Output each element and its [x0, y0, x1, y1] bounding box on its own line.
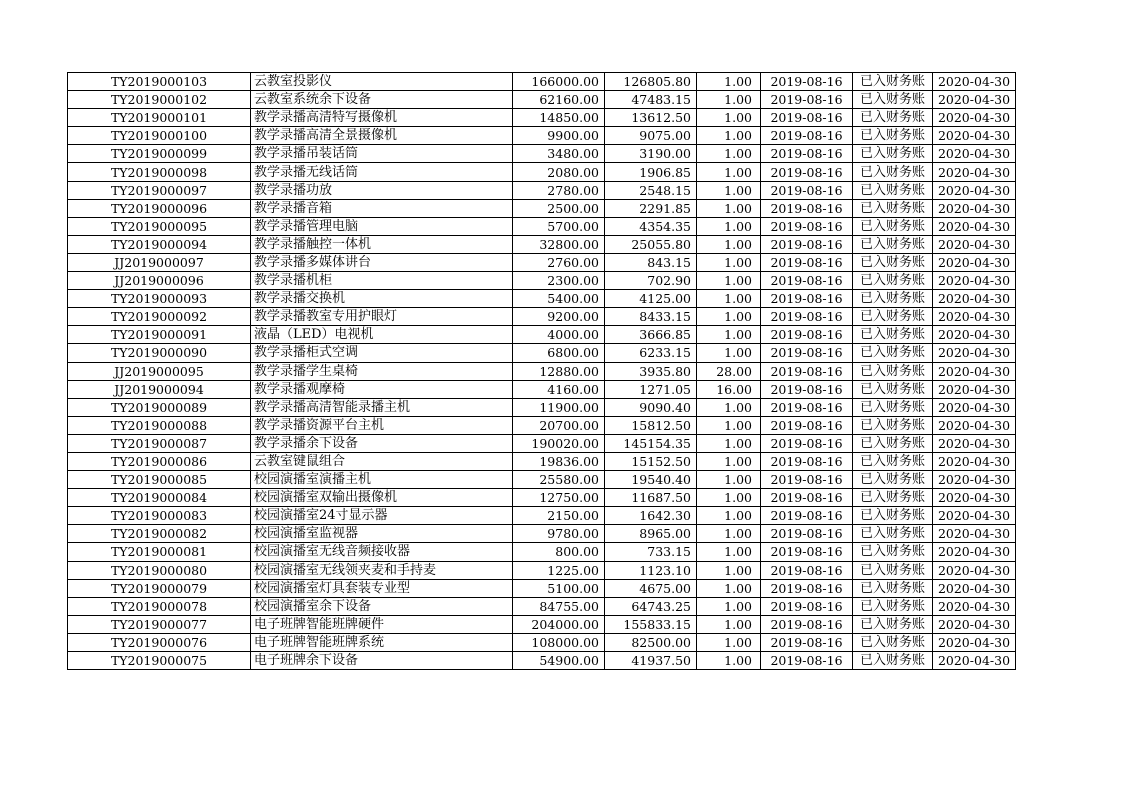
- asset-name-cell: 云教室键鼠组合: [251, 452, 513, 470]
- record-date-cell: 2020-04-30: [933, 344, 1016, 362]
- quantity-cell: 1.00: [697, 308, 761, 326]
- asset-name-cell: 教学录播管理电脑: [251, 217, 513, 235]
- table-row: [68, 452, 1016, 470]
- net-value-cell: 733.15: [605, 543, 697, 561]
- status-cell: 已入财务账: [853, 272, 933, 290]
- asset-name-cell: 校园演播室无线音频接收器: [251, 543, 513, 561]
- record-date-cell: 2020-04-30: [933, 181, 1016, 199]
- status-cell: 已入财务账: [853, 344, 933, 362]
- asset-code-cell: JJ2019000096: [68, 272, 251, 290]
- asset-name-cell: 教学录播音箱: [251, 199, 513, 217]
- quantity-cell: 1.00: [697, 416, 761, 434]
- asset-name-cell: 校园演播室灯具套装专业型: [251, 579, 513, 597]
- net-value-cell: 1642.30: [605, 507, 697, 525]
- acquire-date-cell: 2019-08-16: [761, 633, 853, 651]
- record-date-cell: 2020-04-30: [933, 471, 1016, 489]
- original-value-cell: 62160.00: [513, 91, 605, 109]
- asset-code-cell: TY2019000102: [68, 91, 251, 109]
- acquire-date-cell: 2019-08-16: [761, 109, 853, 127]
- quantity-cell: 1.00: [697, 452, 761, 470]
- asset-name-cell: 校园演播室无线领夹麦和手持麦: [251, 561, 513, 579]
- original-value-cell: 800.00: [513, 543, 605, 561]
- net-value-cell: 9090.40: [605, 398, 697, 416]
- net-value-cell: 4125.00: [605, 290, 697, 308]
- table-row: [68, 561, 1016, 579]
- net-value-cell: 6233.15: [605, 344, 697, 362]
- original-value-cell: 3480.00: [513, 145, 605, 163]
- table-row: [68, 344, 1016, 362]
- asset-code-cell: TY2019000083: [68, 507, 251, 525]
- table-row: [68, 235, 1016, 253]
- net-value-cell: 155833.15: [605, 615, 697, 633]
- quantity-cell: 1.00: [697, 561, 761, 579]
- record-date-cell: 2020-04-30: [933, 507, 1016, 525]
- asset-code-cell: JJ2019000095: [68, 362, 251, 380]
- asset-code-cell: TY2019000088: [68, 416, 251, 434]
- record-date-cell: 2020-04-30: [933, 109, 1016, 127]
- asset-code-cell: TY2019000091: [68, 326, 251, 344]
- original-value-cell: 5400.00: [513, 290, 605, 308]
- net-value-cell: 41937.50: [605, 652, 697, 670]
- acquire-date-cell: 2019-08-16: [761, 91, 853, 109]
- record-date-cell: 2020-04-30: [933, 290, 1016, 308]
- net-value-cell: 8965.00: [605, 525, 697, 543]
- original-value-cell: 84755.00: [513, 597, 605, 615]
- original-value-cell: 32800.00: [513, 235, 605, 253]
- asset-code-cell: TY2019000077: [68, 615, 251, 633]
- quantity-cell: 1.00: [697, 525, 761, 543]
- status-cell: 已入财务账: [853, 489, 933, 507]
- quantity-cell: 1.00: [697, 579, 761, 597]
- asset-name-cell: 校园演播室双输出摄像机: [251, 489, 513, 507]
- acquire-date-cell: 2019-08-16: [761, 615, 853, 633]
- asset-code-cell: TY2019000076: [68, 633, 251, 651]
- asset-name-cell: 教学录播功放: [251, 181, 513, 199]
- record-date-cell: 2020-04-30: [933, 308, 1016, 326]
- original-value-cell: 25580.00: [513, 471, 605, 489]
- status-cell: 已入财务账: [853, 633, 933, 651]
- asset-code-cell: TY2019000092: [68, 308, 251, 326]
- acquire-date-cell: 2019-08-16: [761, 398, 853, 416]
- quantity-cell: 1.00: [697, 109, 761, 127]
- acquire-date-cell: 2019-08-16: [761, 652, 853, 670]
- original-value-cell: 2500.00: [513, 199, 605, 217]
- net-value-cell: 47483.15: [605, 91, 697, 109]
- asset-name-cell: 校园演播室24寸显示器: [251, 507, 513, 525]
- acquire-date-cell: 2019-08-16: [761, 507, 853, 525]
- original-value-cell: 2300.00: [513, 272, 605, 290]
- status-cell: 已入财务账: [853, 471, 933, 489]
- asset-code-cell: TY2019000095: [68, 217, 251, 235]
- net-value-cell: 3935.80: [605, 362, 697, 380]
- status-cell: 已入财务账: [853, 452, 933, 470]
- record-date-cell: 2020-04-30: [933, 326, 1016, 344]
- record-date-cell: 2020-04-30: [933, 489, 1016, 507]
- net-value-cell: 13612.50: [605, 109, 697, 127]
- record-date-cell: 2020-04-30: [933, 91, 1016, 109]
- asset-code-cell: JJ2019000094: [68, 380, 251, 398]
- net-value-cell: 3190.00: [605, 145, 697, 163]
- asset-name-cell: 云教室投影仪: [251, 73, 513, 91]
- acquire-date-cell: 2019-08-16: [761, 525, 853, 543]
- record-date-cell: 2020-04-30: [933, 272, 1016, 290]
- table-row: [68, 633, 1016, 651]
- asset-name-cell: 教学录播高清智能录播主机: [251, 398, 513, 416]
- asset-code-cell: TY2019000080: [68, 561, 251, 579]
- quantity-cell: 1.00: [697, 543, 761, 561]
- table-row: [68, 163, 1016, 181]
- quantity-cell: 1.00: [697, 91, 761, 109]
- acquire-date-cell: 2019-08-16: [761, 452, 853, 470]
- net-value-cell: 2548.15: [605, 181, 697, 199]
- original-value-cell: 2080.00: [513, 163, 605, 181]
- original-value-cell: 5700.00: [513, 217, 605, 235]
- record-date-cell: 2020-04-30: [933, 416, 1016, 434]
- asset-code-cell: TY2019000100: [68, 127, 251, 145]
- asset-name-cell: 教学录播交换机: [251, 290, 513, 308]
- table-row: [68, 489, 1016, 507]
- asset-name-cell: 教学录播无线话筒: [251, 163, 513, 181]
- record-date-cell: 2020-04-30: [933, 525, 1016, 543]
- asset-table: [67, 72, 1016, 670]
- status-cell: 已入财务账: [853, 398, 933, 416]
- net-value-cell: 64743.25: [605, 597, 697, 615]
- record-date-cell: 2020-04-30: [933, 199, 1016, 217]
- net-value-cell: 2291.85: [605, 199, 697, 217]
- asset-code-cell: TY2019000097: [68, 181, 251, 199]
- net-value-cell: 843.15: [605, 253, 697, 271]
- asset-name-cell: 云教室系统余下设备: [251, 91, 513, 109]
- asset-name-cell: 校园演播室余下设备: [251, 597, 513, 615]
- asset-code-cell: TY2019000096: [68, 199, 251, 217]
- record-date-cell: 2020-04-30: [933, 235, 1016, 253]
- asset-code-cell: TY2019000086: [68, 452, 251, 470]
- original-value-cell: 20700.00: [513, 416, 605, 434]
- table-row: [68, 290, 1016, 308]
- status-cell: 已入财务账: [853, 326, 933, 344]
- asset-code-cell: TY2019000079: [68, 579, 251, 597]
- table-row: [68, 91, 1016, 109]
- table-row: [68, 416, 1016, 434]
- original-value-cell: 166000.00: [513, 73, 605, 91]
- quantity-cell: 1.00: [697, 217, 761, 235]
- record-date-cell: 2020-04-30: [933, 163, 1016, 181]
- table-row: [68, 398, 1016, 416]
- acquire-date-cell: 2019-08-16: [761, 326, 853, 344]
- status-cell: 已入财务账: [853, 163, 933, 181]
- quantity-cell: 28.00: [697, 362, 761, 380]
- asset-name-cell: 教学录播余下设备: [251, 434, 513, 452]
- status-cell: 已入财务账: [853, 253, 933, 271]
- status-cell: 已入财务账: [853, 652, 933, 670]
- table-row: [68, 73, 1016, 91]
- asset-code-cell: TY2019000075: [68, 652, 251, 670]
- quantity-cell: 1.00: [697, 127, 761, 145]
- acquire-date-cell: 2019-08-16: [761, 344, 853, 362]
- status-cell: 已入财务账: [853, 434, 933, 452]
- original-value-cell: 4000.00: [513, 326, 605, 344]
- asset-code-cell: TY2019000094: [68, 235, 251, 253]
- status-cell: 已入财务账: [853, 109, 933, 127]
- table-row: [68, 181, 1016, 199]
- asset-name-cell: 电子班牌智能班牌系统: [251, 633, 513, 651]
- record-date-cell: 2020-04-30: [933, 145, 1016, 163]
- net-value-cell: 702.90: [605, 272, 697, 290]
- table-row: [68, 471, 1016, 489]
- status-cell: 已入财务账: [853, 507, 933, 525]
- original-value-cell: 2760.00: [513, 253, 605, 271]
- original-value-cell: 190020.00: [513, 434, 605, 452]
- quantity-cell: 1.00: [697, 181, 761, 199]
- acquire-date-cell: 2019-08-16: [761, 579, 853, 597]
- asset-name-cell: 教学录播柜式空调: [251, 344, 513, 362]
- record-date-cell: 2020-04-30: [933, 217, 1016, 235]
- acquire-date-cell: 2019-08-16: [761, 416, 853, 434]
- asset-code-cell: TY2019000087: [68, 434, 251, 452]
- status-cell: 已入财务账: [853, 561, 933, 579]
- original-value-cell: 2150.00: [513, 507, 605, 525]
- asset-name-cell: 教学录播观摩椅: [251, 380, 513, 398]
- table-row: [68, 597, 1016, 615]
- table-row: [68, 615, 1016, 633]
- asset-code-cell: TY2019000098: [68, 163, 251, 181]
- asset-code-cell: TY2019000078: [68, 597, 251, 615]
- original-value-cell: 12750.00: [513, 489, 605, 507]
- status-cell: 已入财务账: [853, 380, 933, 398]
- quantity-cell: 1.00: [697, 163, 761, 181]
- asset-code-cell: TY2019000085: [68, 471, 251, 489]
- status-cell: 已入财务账: [853, 127, 933, 145]
- acquire-date-cell: 2019-08-16: [761, 163, 853, 181]
- quantity-cell: 1.00: [697, 235, 761, 253]
- net-value-cell: 25055.80: [605, 235, 697, 253]
- asset-name-cell: 教学录播高清全景摄像机: [251, 127, 513, 145]
- status-cell: 已入财务账: [853, 416, 933, 434]
- record-date-cell: 2020-04-30: [933, 452, 1016, 470]
- asset-name-cell: 校园演播室演播主机: [251, 471, 513, 489]
- quantity-cell: 1.00: [697, 597, 761, 615]
- original-value-cell: 11900.00: [513, 398, 605, 416]
- record-date-cell: 2020-04-30: [933, 652, 1016, 670]
- original-value-cell: 12880.00: [513, 362, 605, 380]
- status-cell: 已入财务账: [853, 543, 933, 561]
- acquire-date-cell: 2019-08-16: [761, 290, 853, 308]
- asset-name-cell: 教学录播资源平台主机: [251, 416, 513, 434]
- record-date-cell: 2020-04-30: [933, 127, 1016, 145]
- table-row: [68, 272, 1016, 290]
- acquire-date-cell: 2019-08-16: [761, 217, 853, 235]
- table-row: [68, 507, 1016, 525]
- acquire-date-cell: 2019-08-16: [761, 471, 853, 489]
- status-cell: 已入财务账: [853, 597, 933, 615]
- status-cell: 已入财务账: [853, 290, 933, 308]
- quantity-cell: 1.00: [697, 489, 761, 507]
- acquire-date-cell: 2019-08-16: [761, 127, 853, 145]
- record-date-cell: 2020-04-30: [933, 543, 1016, 561]
- quantity-cell: 1.00: [697, 471, 761, 489]
- net-value-cell: 1123.10: [605, 561, 697, 579]
- record-date-cell: 2020-04-30: [933, 615, 1016, 633]
- asset-name-cell: 电子班牌余下设备: [251, 652, 513, 670]
- quantity-cell: 1.00: [697, 615, 761, 633]
- original-value-cell: 2780.00: [513, 181, 605, 199]
- asset-name-cell: 液晶（LED）电视机: [251, 326, 513, 344]
- quantity-cell: 1.00: [697, 633, 761, 651]
- asset-code-cell: TY2019000089: [68, 398, 251, 416]
- original-value-cell: 9780.00: [513, 525, 605, 543]
- status-cell: 已入财务账: [853, 181, 933, 199]
- net-value-cell: 82500.00: [605, 633, 697, 651]
- status-cell: 已入财务账: [853, 615, 933, 633]
- quantity-cell: 16.00: [697, 380, 761, 398]
- net-value-cell: 4675.00: [605, 579, 697, 597]
- original-value-cell: 9900.00: [513, 127, 605, 145]
- table-row: [68, 652, 1016, 670]
- asset-name-cell: 教学录播高清特写摄像机: [251, 109, 513, 127]
- record-date-cell: 2020-04-30: [933, 398, 1016, 416]
- acquire-date-cell: 2019-08-16: [761, 561, 853, 579]
- status-cell: 已入财务账: [853, 145, 933, 163]
- net-value-cell: 145154.35: [605, 434, 697, 452]
- asset-code-cell: TY2019000084: [68, 489, 251, 507]
- asset-name-cell: 电子班牌智能班牌硬件: [251, 615, 513, 633]
- table-row: [68, 199, 1016, 217]
- acquire-date-cell: 2019-08-16: [761, 489, 853, 507]
- acquire-date-cell: 2019-08-16: [761, 543, 853, 561]
- acquire-date-cell: 2019-08-16: [761, 597, 853, 615]
- asset-name-cell: 教学录播教室专用护眼灯: [251, 308, 513, 326]
- asset-code-cell: TY2019000081: [68, 543, 251, 561]
- acquire-date-cell: 2019-08-16: [761, 308, 853, 326]
- quantity-cell: 1.00: [697, 73, 761, 91]
- table-row: [68, 543, 1016, 561]
- asset-code-cell: TY2019000101: [68, 109, 251, 127]
- quantity-cell: 1.00: [697, 199, 761, 217]
- quantity-cell: 1.00: [697, 507, 761, 525]
- quantity-cell: 1.00: [697, 326, 761, 344]
- asset-code-cell: TY2019000093: [68, 290, 251, 308]
- net-value-cell: 9075.00: [605, 127, 697, 145]
- original-value-cell: 4160.00: [513, 380, 605, 398]
- net-value-cell: 3666.85: [605, 326, 697, 344]
- asset-name-cell: 教学录播机柜: [251, 272, 513, 290]
- net-value-cell: 4354.35: [605, 217, 697, 235]
- status-cell: 已入财务账: [853, 308, 933, 326]
- acquire-date-cell: 2019-08-16: [761, 362, 853, 380]
- record-date-cell: 2020-04-30: [933, 362, 1016, 380]
- original-value-cell: 1225.00: [513, 561, 605, 579]
- original-value-cell: 108000.00: [513, 633, 605, 651]
- original-value-cell: 204000.00: [513, 615, 605, 633]
- acquire-date-cell: 2019-08-16: [761, 380, 853, 398]
- status-cell: 已入财务账: [853, 199, 933, 217]
- table-row: [68, 253, 1016, 271]
- asset-code-cell: TY2019000103: [68, 73, 251, 91]
- quantity-cell: 1.00: [697, 253, 761, 271]
- status-cell: 已入财务账: [853, 91, 933, 109]
- original-value-cell: 6800.00: [513, 344, 605, 362]
- quantity-cell: 1.00: [697, 434, 761, 452]
- record-date-cell: 2020-04-30: [933, 579, 1016, 597]
- record-date-cell: 2020-04-30: [933, 561, 1016, 579]
- acquire-date-cell: 2019-08-16: [761, 199, 853, 217]
- acquire-date-cell: 2019-08-16: [761, 434, 853, 452]
- asset-name-cell: 教学录播吊装话筒: [251, 145, 513, 163]
- table-row: [68, 380, 1016, 398]
- net-value-cell: 19540.40: [605, 471, 697, 489]
- status-cell: 已入财务账: [853, 362, 933, 380]
- asset-name-cell: 教学录播触控一体机: [251, 235, 513, 253]
- original-value-cell: 5100.00: [513, 579, 605, 597]
- asset-name-cell: 教学录播多媒体讲台: [251, 253, 513, 271]
- acquire-date-cell: 2019-08-16: [761, 272, 853, 290]
- status-cell: 已入财务账: [853, 73, 933, 91]
- acquire-date-cell: 2019-08-16: [761, 235, 853, 253]
- acquire-date-cell: 2019-08-16: [761, 73, 853, 91]
- net-value-cell: 15812.50: [605, 416, 697, 434]
- table-row: [68, 109, 1016, 127]
- record-date-cell: 2020-04-30: [933, 380, 1016, 398]
- status-cell: 已入财务账: [853, 579, 933, 597]
- table-row: [68, 525, 1016, 543]
- table-row: [68, 308, 1016, 326]
- net-value-cell: 8433.15: [605, 308, 697, 326]
- asset-code-cell: JJ2019000097: [68, 253, 251, 271]
- table-row: [68, 434, 1016, 452]
- net-value-cell: 11687.50: [605, 489, 697, 507]
- acquire-date-cell: 2019-08-16: [761, 145, 853, 163]
- status-cell: 已入财务账: [853, 217, 933, 235]
- net-value-cell: 1906.85: [605, 163, 697, 181]
- quantity-cell: 1.00: [697, 652, 761, 670]
- asset-name-cell: 教学录播学生桌椅: [251, 362, 513, 380]
- status-cell: 已入财务账: [853, 235, 933, 253]
- net-value-cell: 15152.50: [605, 452, 697, 470]
- original-value-cell: 54900.00: [513, 652, 605, 670]
- original-value-cell: 19836.00: [513, 452, 605, 470]
- asset-code-cell: TY2019000099: [68, 145, 251, 163]
- acquire-date-cell: 2019-08-16: [761, 181, 853, 199]
- record-date-cell: 2020-04-30: [933, 253, 1016, 271]
- table-row: [68, 579, 1016, 597]
- quantity-cell: 1.00: [697, 145, 761, 163]
- status-cell: 已入财务账: [853, 525, 933, 543]
- table-row: [68, 362, 1016, 380]
- quantity-cell: 1.00: [697, 398, 761, 416]
- record-date-cell: 2020-04-30: [933, 434, 1016, 452]
- quantity-cell: 1.00: [697, 290, 761, 308]
- table-row: [68, 127, 1016, 145]
- asset-code-cell: TY2019000082: [68, 525, 251, 543]
- record-date-cell: 2020-04-30: [933, 597, 1016, 615]
- quantity-cell: 1.00: [697, 344, 761, 362]
- acquire-date-cell: 2019-08-16: [761, 253, 853, 271]
- net-value-cell: 126805.80: [605, 73, 697, 91]
- record-date-cell: 2020-04-30: [933, 633, 1016, 651]
- table-row: [68, 145, 1016, 163]
- net-value-cell: 1271.05: [605, 380, 697, 398]
- record-date-cell: 2020-04-30: [933, 73, 1016, 91]
- original-value-cell: 9200.00: [513, 308, 605, 326]
- asset-name-cell: 校园演播室监视器: [251, 525, 513, 543]
- table-row: [68, 326, 1016, 344]
- asset-code-cell: TY2019000090: [68, 344, 251, 362]
- original-value-cell: 14850.00: [513, 109, 605, 127]
- asset-table-body: [68, 73, 1016, 670]
- quantity-cell: 1.00: [697, 272, 761, 290]
- table-row: [68, 217, 1016, 235]
